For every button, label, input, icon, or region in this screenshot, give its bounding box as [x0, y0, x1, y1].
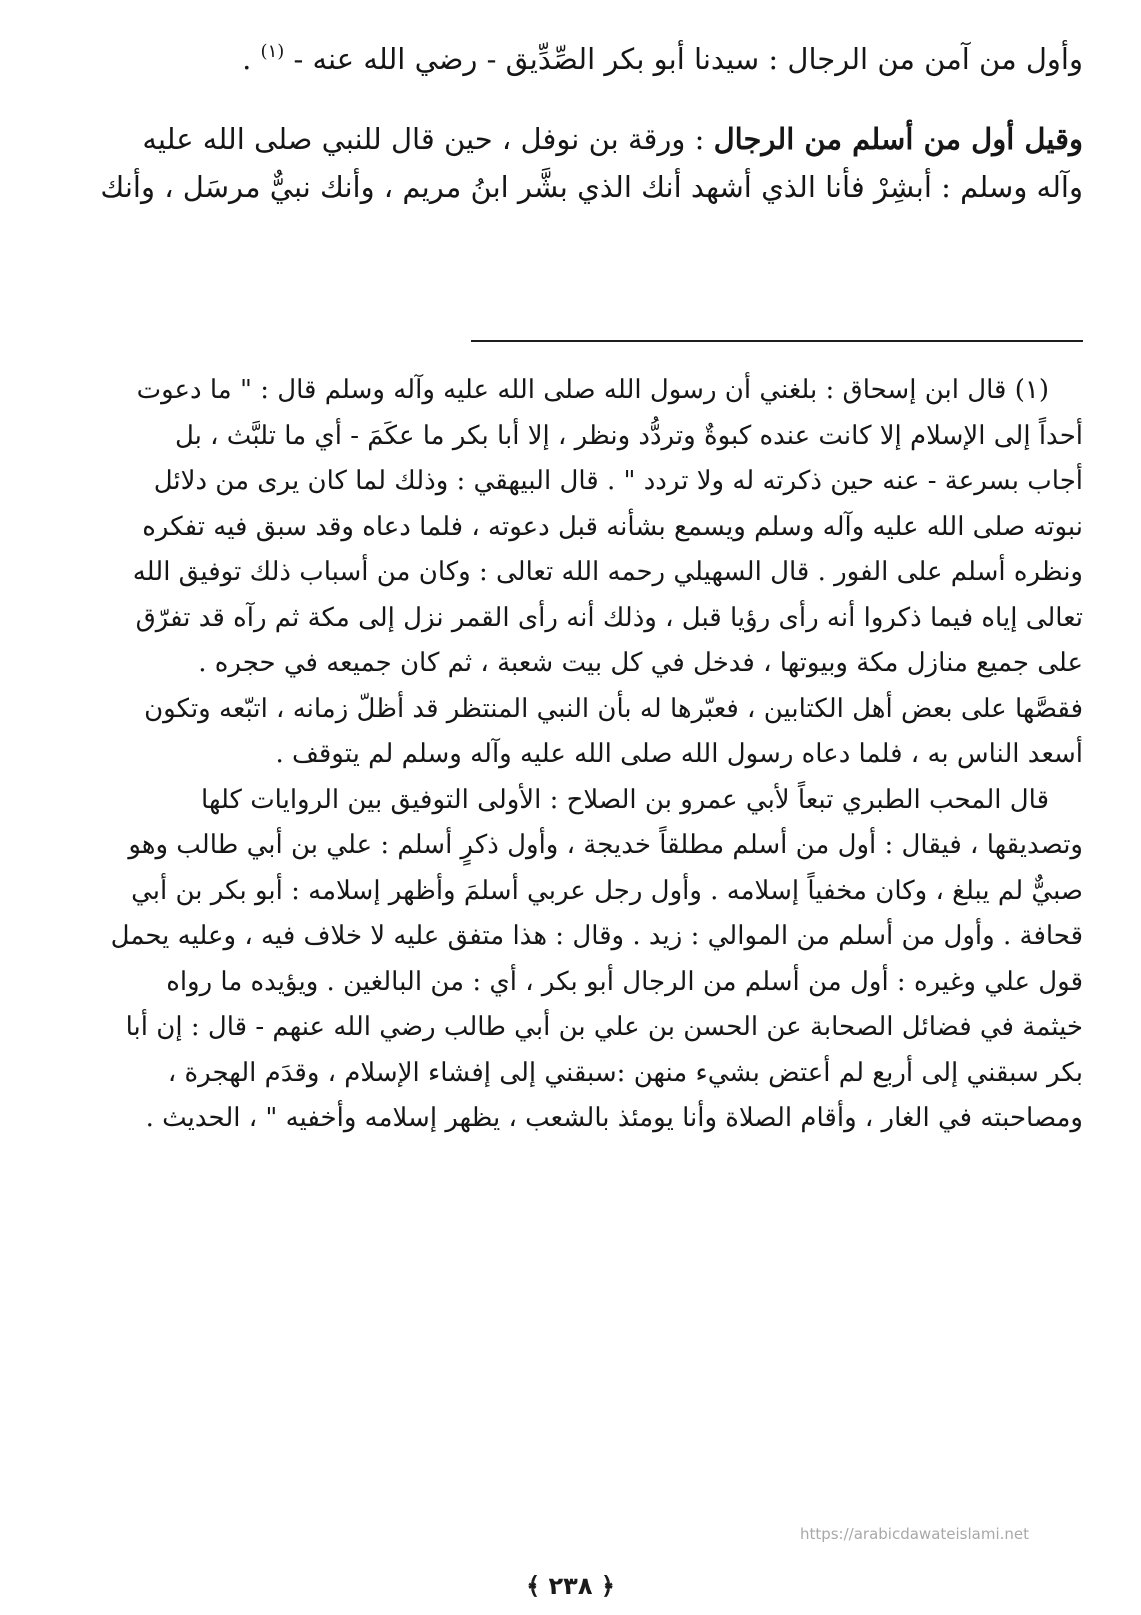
footnote-line: قول علي وغيره : أول من أسلم من الرجال أبو بكر ، أي : من البالغين . ويؤيده ما رواه: [166, 966, 1083, 997]
main-paragraph-first-believer: [53, 28, 1083, 83]
footnote-line: (١) قال ابن إسحاق : بلغني أن رسول الله صلى الله عليه وآله وسلم قال : " ما دعوت: [136, 375, 1049, 405]
footnote-divider: [471, 340, 1083, 342]
main-text: [53, 28, 1083, 211]
footnote-line: وتصديقها ، فيقال : أول من أسلم مطلقاً خديجة ، وأول ذكرٍ أسلم : علي بن أبي طالب وهو: [128, 830, 1083, 860]
main-line-3: وآله وسلم : أبشِرْ فأنا الذي أشهد أنك الذي بشَّر ابنُ مريم ، وأنك نبيٌّ مرسَل ، وأنك: [100, 170, 1083, 204]
main-line-2-rest: : ورقة بن نوفل ، حين قال للنبي صلى الله عليه: [142, 122, 705, 156]
footnote-line: خيثمة في فضائل الصحابة عن الحسن بن علي بن أبي طالب رضي الله عنهم - قال : إن أبا: [125, 1012, 1083, 1042]
watermark-url: https://arabicdawateislami.net: [799, 1525, 1029, 1543]
bold-heading-phrase: وقيل أول من أسلم من الرجال: [713, 122, 1083, 156]
footnotes: [53, 368, 1083, 1142]
footnote-line: ونظره أسلم على الفور . قال السهيلي رحمه الله تعالى : وكان من أسباب ذلك توفيق الله: [132, 557, 1083, 587]
footnote-line: أسعد الناس به ، فلما دعاه رسول الله صلى الله عليه وآله وسلم لم يتوقف .: [275, 739, 1083, 769]
main-line-1-end: .: [242, 42, 252, 76]
footnote-line: فقصَّها على بعض أهل الكتابين ، فعبّرها له بأن النبي المنتظر قد أظلّ زمانه ، اتبّعه وتكون: [144, 693, 1083, 724]
footnote-line: بكر سبقني إلى أربع لم أعتض بشيء منهن :سبقني إلى إفشاء الإسلام ، وقدَم الهجرة ،: [167, 1057, 1083, 1088]
footnote-line: صبيٌّ لم يبلغ ، وكان مخفياً إسلامه . وأول رجل عربي أسلمَ وأظهر إسلامه : أبو بكر بن أبي: [131, 875, 1083, 906]
footnote-reference[interactable]: (١): [260, 41, 285, 62]
footnote-line: قحافة . وأول من أسلم من الموالي : زيد . وقال : هذا متفق عليه لا خلاف فيه ، وعليه يحمل: [110, 921, 1083, 951]
footnote-line: أحداً إلى الإسلام إلا كانت عنده كبوةٌ وتردُّد ونظر ، إلا أبا بكر ما عكَمَ - أي ما تلبَّث ، بل: [174, 420, 1083, 451]
footnote-line: تعالى إياه فيما ذكروا أنه رأى رؤيا قبل ، وذلك أنه رأى القمر نزل إلى مكة ثم رآه قد تفرّق: [135, 602, 1083, 633]
main-line-2: [53, 115, 1083, 163]
footnote-line: قال المحب الطبري تبعاً لأبي عمرو بن الصلاح : الأولى التوفيق بين الروايات كلها: [201, 784, 1049, 815]
footnote-line: على جميع منازل مكة وبيوتها ، فدخل في كل بيت شعبة ، ثم كان جميعه في حجره .: [198, 648, 1083, 678]
footnote-line: ومصاحبته في الغار ، وأقام الصلاة وأنا يومئذ بالشعب ، يظهر إسلامه وأخفيه " ، الحديث .: [145, 1103, 1083, 1133]
main-line-1: وأول من آمن من الرجال : سيدنا أبو بكر الصِّدِّيق - رضي الله عنه -: [293, 42, 1083, 76]
footnote-line: نبوته صلى الله عليه وآله وسلم ويسمع بشأنه قبل دعوته ، فلما دعاه وقد سبق فيه تفكره: [142, 511, 1083, 542]
footnote-line: أجاب بسرعة - عنه حين ذكرته له ولا تردد " . قال البيهقي : وذلك لما كان يرى من دلائل: [153, 466, 1083, 496]
page-number: ﴿ ٢٣٨ ﴾: [526, 1572, 615, 1600]
